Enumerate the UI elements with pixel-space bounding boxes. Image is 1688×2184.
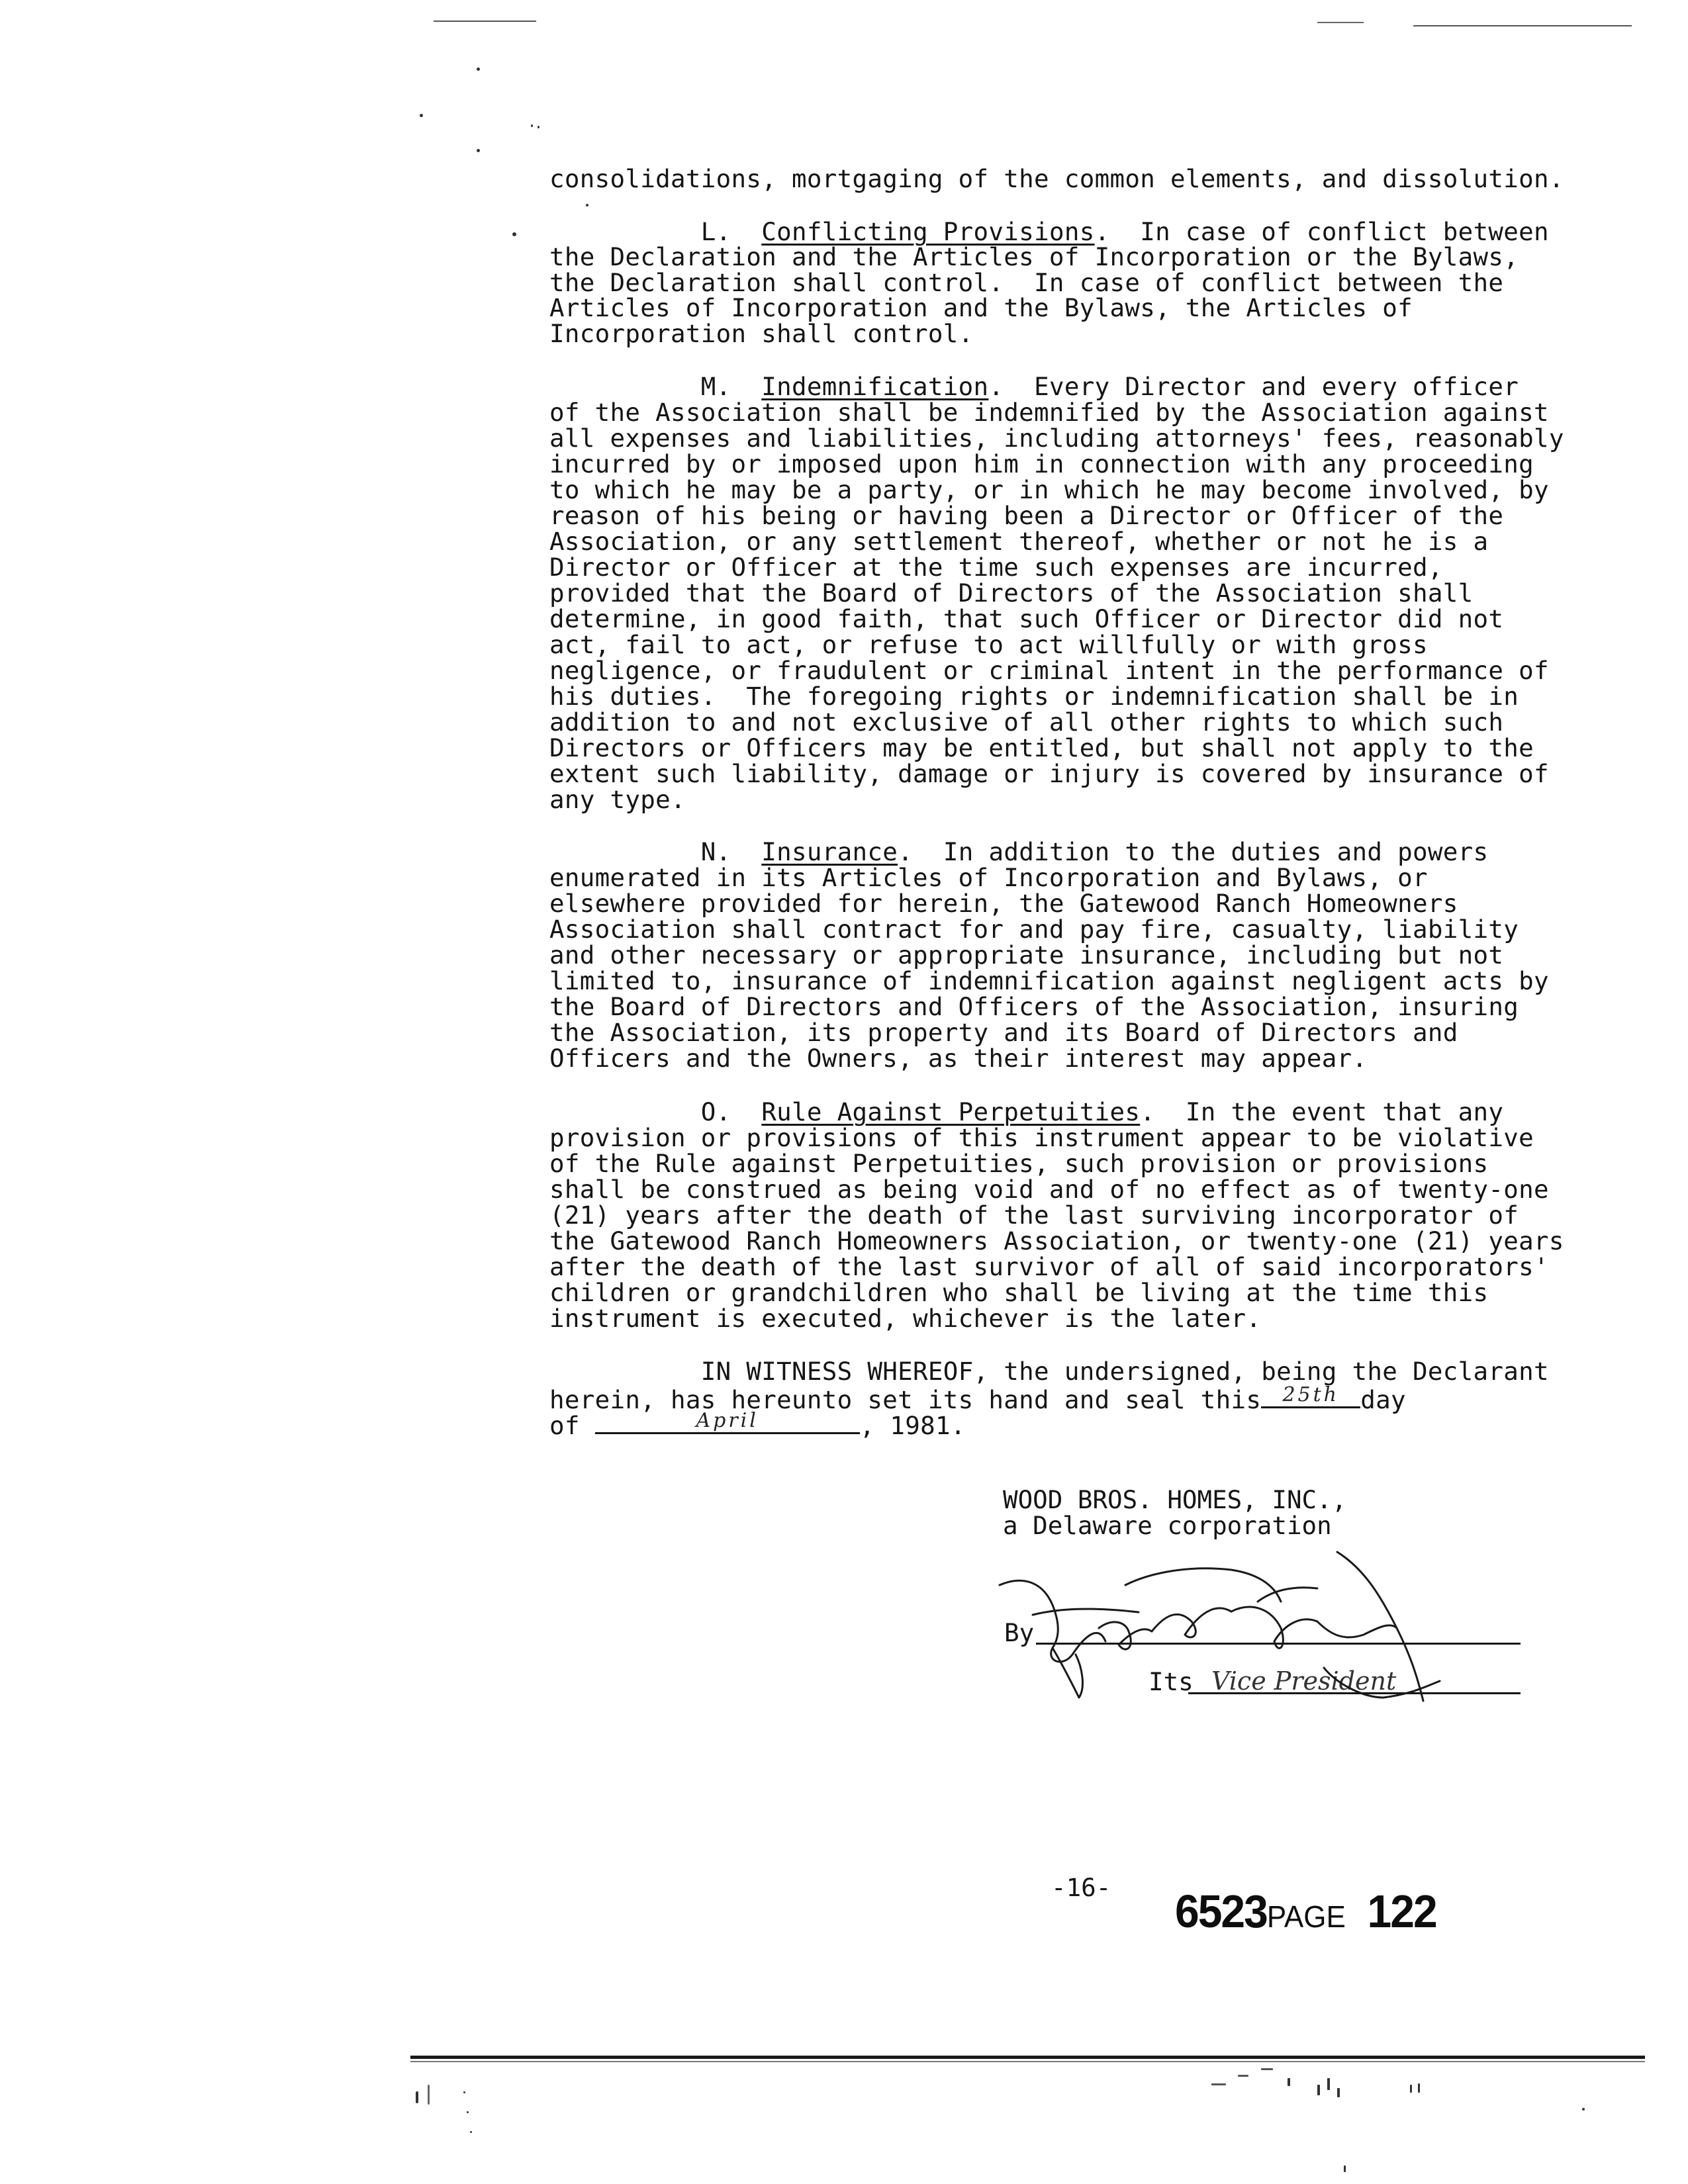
scan-speck [1582,2108,1585,2111]
body-line: elsewhere provided for herein, the Gatewood Ranch Homeowners [549,889,1458,918]
body-line: his duties. The foregoing rights or indemnification shall be in [549,682,1519,711]
body-line: the Association, its property and its Board of Directors and [549,1018,1458,1047]
body-line: Incorporation shall control. [549,319,974,348]
body-line: instrument is executed, whichever is the later. [549,1304,1262,1333]
bottom-rule [410,2056,1645,2059]
witness-month-line: of April , 1981. [549,1409,966,1440]
body-line: the Declaration and the Articles of Incorporation or the Bylaws, [549,242,1519,271]
scan-speck [463,2091,465,2093]
body-line: shall be construed as being void and of no effect as of twenty-one [549,1175,1549,1204]
scan-speck [1344,2165,1346,2172]
scan-speck [1418,2083,1420,2093]
body-line: the Gatewood Ranch Homeowners Association, or twenty-one (21) years [549,1226,1564,1255]
body-line: to which he may be a party, or in which he may become involved, by [549,475,1549,504]
scan-speck [1288,2078,1290,2086]
body-line: provided that the Board of Directors of the Association shall [549,578,1474,608]
by-label: By [1004,1618,1035,1647]
scan-speck [467,2111,469,2113]
scan-speck [1211,2083,1226,2085]
scan-speck [1317,2085,1320,2095]
body-line: Association, or any settlement thereof, whether or not he is a [549,527,1489,556]
section-n-heading-line: N. Insurance. In addition to the duties and powers [549,837,1489,866]
body-line: Directors or Officers may be entitled, but shall not apply to the [549,733,1534,762]
scan-speck [1261,2068,1273,2070]
handwritten-day: 25th [1282,1383,1339,1406]
body-line: Officers and the Owners, as their interest may appear. [549,1044,1368,1073]
body-line: any type. [549,785,686,814]
recording-stamp [1175,1885,1436,1938]
body-line: Articles of Incorporation and the Bylaws, the Articles of [549,293,1413,322]
body-line: children or grandchildren who shall be living at the time this [549,1278,1489,1307]
body-line: the Board of Directors and Officers of the Association, insuring [549,992,1519,1021]
scan-speck [1238,2075,1248,2077]
recording-page-label: PAGE [1266,1900,1346,1934]
its-label: Its [1149,1667,1194,1696]
section-heading-conflicting-provisions: Conflicting Provisions [761,217,1095,246]
scan-speck [1410,2085,1412,2093]
body-line: and other necessary or appropriate insurance, including but not [549,940,1504,970]
section-o-heading-line: O. Rule Against Perpetuities. In the event that any [549,1097,1504,1126]
body-line: reason of his being or having been a Director or Officer of the [549,501,1504,530]
body-line: act, fail to act, or refuse to act willfully or with gross [549,630,1428,659]
body-line: negligence, or fraudulent or criminal intent in the performance of [549,656,1549,685]
body-line: (21) years after the death of the last surviving incorporator of [549,1201,1519,1230]
handwritten-month: April [696,1409,759,1432]
body-line: provision or provisions of this instrument appear to be violative [549,1123,1534,1152]
body-line: addition to and not exclusive of all other rights to which such [549,707,1504,737]
body-line: Director or Officer at the time such expenses are incurred, [549,553,1443,582]
body-line: of the Association shall be indemnified by the Association against [549,398,1549,427]
handwritten-title: Vice President [1211,1666,1397,1696]
body-line: the Declaration shall control. In case of conflict between the [549,268,1504,297]
body-line: determine, in good faith, that such Officer or Director did not [549,604,1504,633]
section-heading-insurance: Insurance [761,837,898,866]
body-line: limited to, insurance of indemnification against negligent acts by [549,966,1549,995]
body-line: enumerated in its Articles of Incorporation and Bylaws, or [549,863,1428,892]
scan-speck [1327,2078,1330,2090]
scan-speck [416,2091,418,2103]
body-line: extent such liability, damage or injury is covered by insurance of [549,759,1549,788]
company-name: WOOD BROS. HOMES, INC., [1003,1485,1347,1514]
page-number: -16- [1051,1873,1111,1902]
section-heading-rule-against-perpetuities: Rule Against Perpetuities [761,1097,1141,1126]
body-line: all expenses and liabilities, including attorneys' fees, reasonably [549,424,1564,453]
section-l-heading-line: L. Conflicting Provisions. In case of conflict between [549,217,1549,246]
section-heading-indemnification: Indemnification [761,372,989,401]
recording-book-number: 6523 [1175,1886,1267,1937]
witness-date-line: herein, has hereunto set its hand and seal this 25th day [549,1383,1406,1414]
scan-speck [470,2131,472,2133]
body-line: of the Rule against Perpetuities, such provision or provisions [549,1149,1489,1178]
body-line: Association shall contract for and pay fire, casualty, liability [549,915,1519,944]
body-line: consolidations, mortgaging of the common elements, and dissolution. [549,164,1564,193]
company-description: a Delaware corporation [1003,1511,1332,1540]
recording-page-number: 122 [1367,1886,1436,1937]
bottom-rule-shadow [410,2061,1645,2062]
section-m-heading-line: M. Indemnification. Every Director and every officer [549,372,1519,401]
witness-line: IN WITNESS WHEREOF, the undersigned, being the Declarant [549,1357,1549,1386]
scan-speck [428,2085,430,2105]
body-line: after the death of the last survivor of all of said incorporators' [549,1252,1549,1281]
body-line: incurred by or imposed upon him in connection with any proceeding [549,449,1534,478]
scan-speck [1337,2088,1340,2097]
